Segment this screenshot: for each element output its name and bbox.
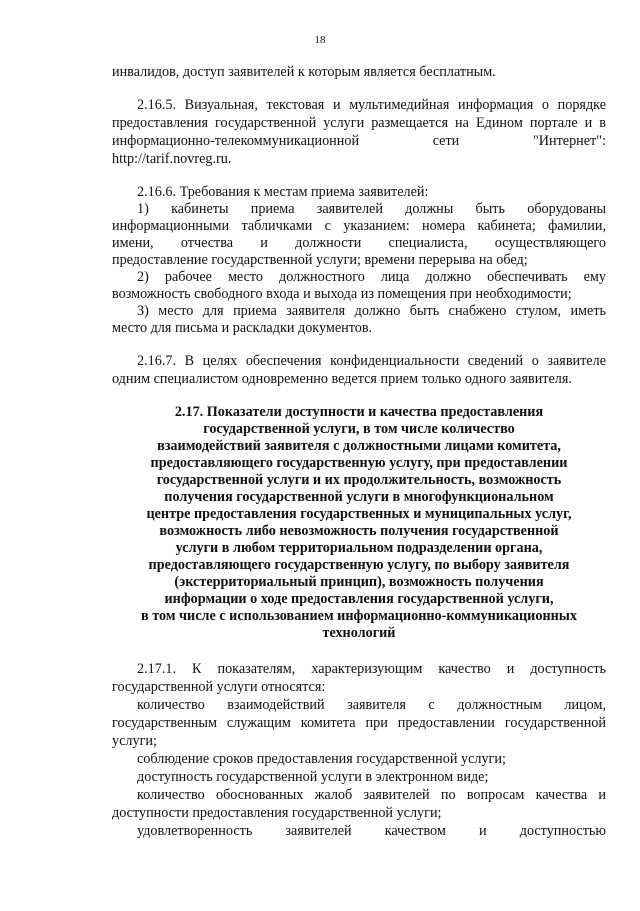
section-heading-line: государственной услуги и их продолжительность, возможность: [156, 472, 562, 488]
text-line: инвалидов, доступ заявителей к которым является бесплатным.: [112, 64, 496, 80]
section-heading-line: в том числе с использованием информационно-коммуникационных: [141, 608, 577, 624]
text-line: государственной услуги относятся:: [112, 679, 326, 695]
text-line: 2) рабочее место должностного лица должно обеспечивать ему: [137, 269, 606, 285]
section-heading-line: предоставляющего государственную услугу, по выбору заявителя: [148, 557, 570, 573]
section-heading-line: получения государственной услуги в многофункциональном: [164, 489, 554, 505]
text-line: имени, отчества и должности специалиста, осуществляющего: [112, 235, 606, 251]
page-number: 18: [314, 34, 326, 46]
section-heading-line: государственной услуги, в том числе количество: [203, 421, 515, 437]
section-heading-line: 2.17. Показатели доступности и качества предоставления: [174, 404, 544, 420]
text-line: государственным служащим комитета при предоставлении государственной: [112, 715, 606, 731]
text-line: http://tarif.novreg.ru.: [112, 151, 232, 167]
section-heading-line: (экстерриториальный принцип), возможность получения: [174, 574, 544, 590]
section-heading-line: технологий: [322, 625, 396, 641]
section-heading-line: взаимодействий заявителя с должностными лицами комитета,: [157, 438, 561, 454]
text-line: информационными табличками с указанием: номера кабинета; фамилии,: [112, 218, 606, 234]
text-line: 1) кабинеты приема заявителей должны быть оборудованы: [137, 201, 606, 217]
text-line: 2.16.7. В целях обеспечения конфиденциальности сведений о заявителе: [137, 353, 606, 369]
section-heading-line: информации о ходе предоставления государственной услуги,: [164, 591, 554, 607]
text-line: 2.17.1. К показателям, характеризующим качество и доступность: [137, 661, 606, 677]
section-heading-line: возможность либо невозможность получения государственной: [159, 523, 559, 539]
text-line: 2.16.6. Требования к местам приема заявителей:: [137, 184, 429, 200]
section-heading-line: центре предоставления государственных и муниципальных услуг,: [146, 506, 572, 522]
text-line: возможность свободного входа и выхода из помещения при необходимости;: [112, 286, 572, 302]
text-line: количество обоснованных жалоб заявителей по вопросам качества и: [137, 787, 606, 803]
text-line: удовлетворенность заявителей качеством и доступностью: [137, 823, 606, 839]
section-heading-line: услуги в любом территориальном подразделении органа,: [175, 540, 543, 556]
text-line: 3) место для приема заявителя должно быть снабжено стулом, иметь: [137, 303, 606, 319]
text-line: информационно-телекоммуникационной сети "Интернет":: [112, 133, 606, 149]
text-line: 2.16.5. Визуальная, текстовая и мультимедийная информация о порядке: [137, 97, 606, 113]
text-line: соблюдение сроков предоставления государственной услуги;: [137, 751, 506, 767]
text-line: предоставление государственной услуги; времени перерыва на обед;: [112, 252, 528, 268]
text-line: количество взаимодействий заявителя с должностным лицом,: [137, 697, 606, 713]
text-line: доступности предоставления государственной услуги;: [112, 805, 442, 821]
section-heading-line: предоставляющего государственную услугу, при предоставлении: [150, 455, 568, 471]
text-line: место для письма и раскладки документов.: [112, 320, 373, 336]
text-line: предоставления государственной услуги размещается на Едином портале и в: [112, 115, 606, 131]
text-line: услуги;: [112, 733, 157, 749]
text-line: одним специалистом одновременно ведется прием только одного заявителя.: [112, 371, 572, 387]
text-line: доступность государственной услуги в электронном виде;: [137, 769, 489, 785]
